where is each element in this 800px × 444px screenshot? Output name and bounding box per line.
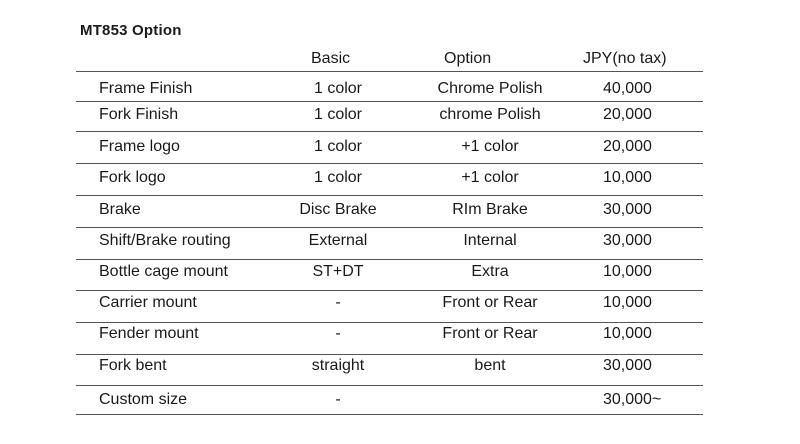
cell-item: Carrier mount [99,294,197,311]
cell-basic: Disc Brake [299,201,377,218]
cell-item: Bottle cage mount [99,263,228,280]
header-option: Option [444,50,492,67]
cell-price: 10,000 [603,325,652,342]
cell-basic: External [308,232,368,249]
cell-basic: 1 color [313,138,363,155]
cell-option: Chrome Polish [437,80,543,97]
cell-basic: - [335,391,341,408]
cell-option: chrome Polish [439,106,541,123]
table-rule [76,385,703,386]
cell-option: Extra [471,263,509,280]
cell-item: Brake [99,201,141,218]
cell-price: 20,000 [603,106,652,123]
cell-basic: straight [311,357,365,374]
header-price: JPY(no tax) [583,50,667,67]
cell-option: Front or Rear [442,294,538,311]
cell-price: 30,000 [603,357,652,374]
cell-option: +1 color [461,169,519,186]
cell-basic: 1 color [313,169,363,186]
cell-item: Custom size [99,391,188,408]
cell-option: bent [474,357,506,374]
cell-price: 20,000 [603,138,652,155]
table-rule [76,227,703,228]
table-rule [76,71,703,72]
cell-price: 40,000 [603,80,652,97]
cell-option: +1 color [461,138,519,155]
cell-option: RIm Brake [452,201,528,218]
cell-basic: ST+DT [312,263,364,280]
cell-basic: 1 color [313,80,363,97]
table-rule [76,101,703,102]
table-rule [76,131,703,132]
cell-price: 30,000 [603,201,652,218]
cell-option: Front or Rear [442,325,538,342]
cell-item: Frame logo [99,138,180,155]
cell-item: Shift/Brake routing [99,232,231,249]
cell-item: Fork bent [99,357,167,374]
table-rule [76,322,703,323]
cell-item: Fender mount [99,325,199,342]
cell-price: 10,000 [603,169,652,186]
table-rule [76,195,703,196]
header-basic: Basic [311,50,351,67]
table-rule [76,290,703,291]
cell-item: Fork logo [99,169,166,186]
cell-basic: - [335,325,341,342]
cell-item: Fork Finish [99,106,179,123]
cell-price: 30,000 [603,232,652,249]
cell-option: Internal [463,232,517,249]
table-rule [76,259,703,260]
page-title: MT853 Option [80,22,182,39]
cell-basic: - [335,294,341,311]
cell-basic: 1 color [313,106,363,123]
table-rule [76,414,703,415]
table-rule [76,163,703,164]
cell-item: Frame Finish [99,80,193,97]
cell-price: 10,000 [603,294,652,311]
cell-price: 30,000~ [603,391,662,408]
cell-price: 10,000 [603,263,652,280]
table-rule [76,354,703,355]
